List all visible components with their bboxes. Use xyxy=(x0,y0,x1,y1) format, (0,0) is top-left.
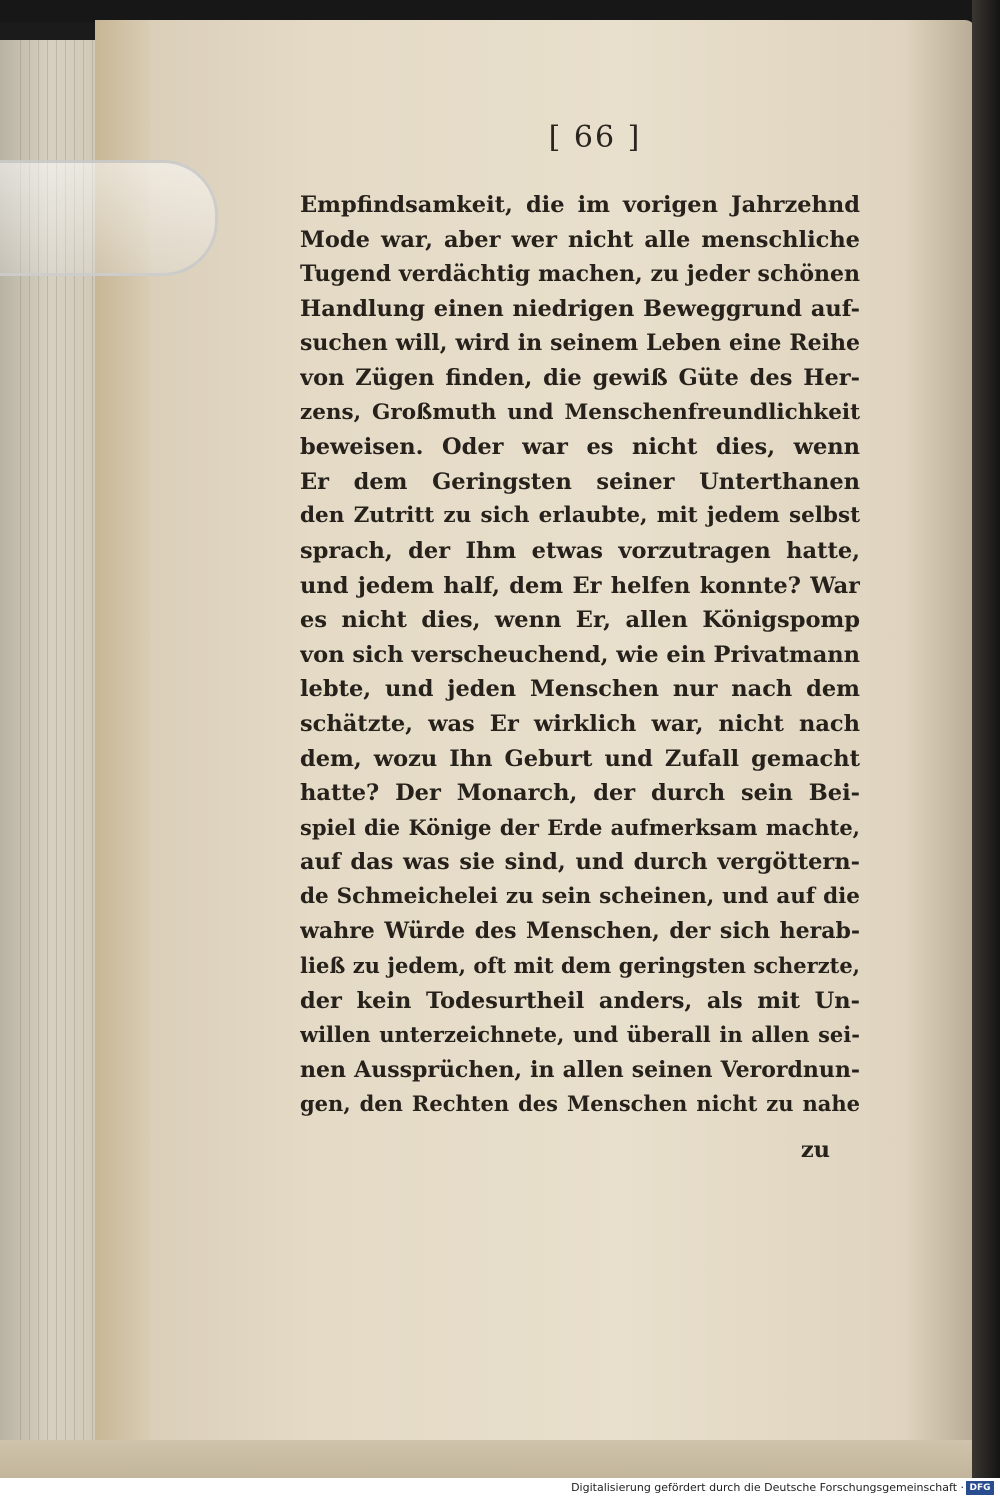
text-line: Er dem Geringsten seiner Unterthanen xyxy=(300,468,860,495)
text-line: gen, den Rechten des Menschen nicht zu nahe xyxy=(300,1091,860,1117)
text-line: dem, wozu Ihn Geburt und Zufall gemacht xyxy=(300,745,860,772)
body-text xyxy=(300,188,860,1122)
text-line: Tugend verdächtig machen, zu jeder schönen xyxy=(300,261,860,288)
text-line: der kein Todesurtheil anders, als mit Un- xyxy=(300,987,860,1014)
text-line: spiel die Könige der Erde aufmerksam machte, xyxy=(300,814,860,840)
text-line: auf das was sie sind, und durch vergöttern- xyxy=(300,849,860,876)
text-line: hatte? Der Monarch, der durch sein Bei- xyxy=(300,780,860,807)
text-line: den Zutritt zu sich erlaubte, mit jedem selbst xyxy=(300,503,860,529)
text-line: und jedem half, dem Er helfen konnte? War xyxy=(300,572,860,599)
text-line: es nicht dies, wenn Er, allen Königspomp xyxy=(300,607,860,634)
funding-credit: Digitalisierung gefördert durch die Deutsche Forschungsgemeinschaft · xyxy=(571,1481,964,1494)
page-number: [ 66 ] xyxy=(548,120,642,155)
text-line: Empfindsamkeit, die im vorigen Jahrzehnd xyxy=(300,192,860,218)
text-line: nen Aussprüchen, in allen seinen Verordnun- xyxy=(300,1056,860,1083)
text-line: ließ zu jedem, oft mit dem geringsten scherzte, xyxy=(300,953,860,979)
scan-top-shadow xyxy=(0,0,1000,22)
text-line: wahre Würde des Menschen, der sich herab- xyxy=(300,918,860,945)
text-line: von Zügen finden, die gewiß Güte des Her- xyxy=(300,364,860,391)
text-line: beweisen. Oder war es nicht dies, wenn xyxy=(300,434,860,461)
text-line: von sich verscheuchend, wie ein Privatmann xyxy=(300,641,860,668)
text-line: lebte, und jeden Menschen nur nach dem xyxy=(300,676,860,703)
bookmark-clip xyxy=(0,160,218,276)
text-line: Mode war, aber wer nicht alle menschliche xyxy=(300,226,860,253)
text-line: suchen will, wird in seinem Leben eine Reihe xyxy=(300,330,860,357)
text-line: sprach, der Ihm etwas vorzutragen hatte, xyxy=(300,537,860,564)
text-line: Handlung einen niedrigen Beweggrund auf- xyxy=(300,295,860,322)
text-line: de Schmeichelei zu sein scheinen, und auf die xyxy=(300,883,860,909)
text-line: schätzte, was Er wirklich war, nicht nach xyxy=(300,710,860,737)
text-line: willen unterzeichnete, und überall in allen sei- xyxy=(300,1022,860,1048)
scan-right-shadow xyxy=(972,0,1000,1478)
page-bottom-edge xyxy=(0,1440,1000,1478)
text-line: zens, Großmuth und Menschenfreundlichkeit xyxy=(300,399,860,425)
footer-bar xyxy=(0,1478,1000,1499)
dfg-logo: DFG xyxy=(966,1481,994,1495)
catchword: zu xyxy=(800,1137,830,1163)
